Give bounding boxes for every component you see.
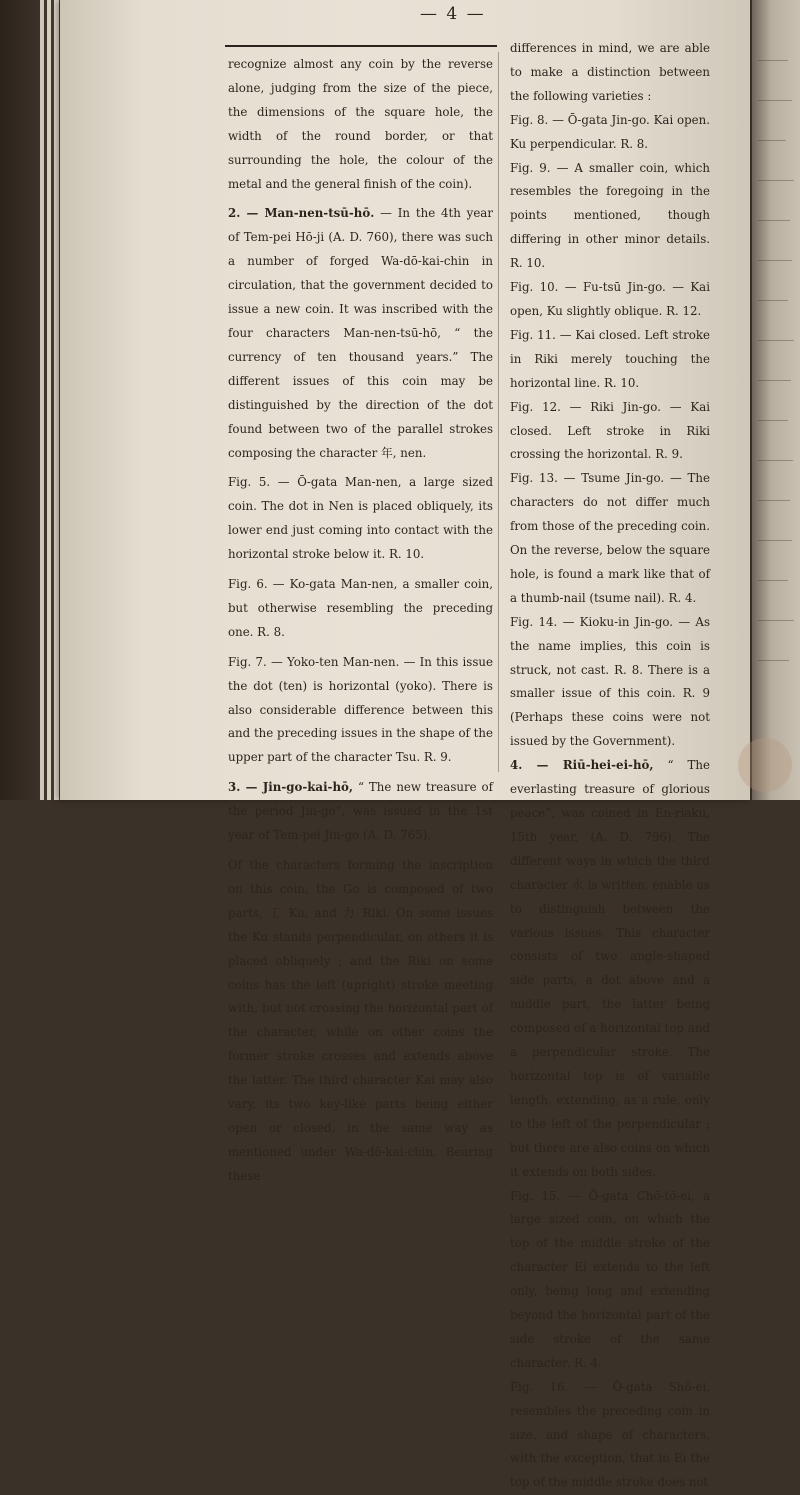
figure-entry: Fig. 15. — Ō-gata Chō-tō-ei, a large sized coin, on which the top of the middle stroke of the character Ei extends to the left only, being long and extending beyond the horizontal part of the side stroke of the same character. R. 4.	[510, 1188, 710, 1370]
paragraph: differences in mind, we are able to make a distinction between the following varieties :	[510, 41, 710, 103]
figure-entry: Fig. 12. — Riki Jin-go. — Kai closed. Left stroke in Riki crossing the horizontal. R. 9.	[510, 399, 710, 462]
background	[0, 0, 60, 800]
page-edge	[40, 0, 44, 800]
section-2	[228, 202, 493, 465]
column-divider	[498, 52, 499, 772]
figure-entry: Fig. 6. — Ko-gata Man-nen, a smaller coin, but otherwise resembling the preceding one. R. 8.	[228, 577, 493, 639]
section-3	[228, 776, 493, 848]
section-text: — In the 4th year of Tem-pei Hō-ji (A. D. 760), there was such a number of forged Wa-dō-kai-chin in circulation, that the government decided to issue a new coin. It was inscribed with the four characters Man-nen-tsū-hō, “ the currency of ten thousand years.” The different issues of this coin may be distinguished by the direction of the dot found between two of the parallel strokes composing the character 年, nen.	[228, 206, 493, 460]
page-edge	[54, 0, 59, 800]
page-edge	[47, 0, 51, 800]
seal-watermark	[738, 738, 792, 792]
figure-entry: Fig. 10. — Fu-tsū Jin-go. — Kai open, Ku slightly oblique. R. 12.	[510, 280, 710, 318]
right-column	[510, 37, 710, 1495]
section-heading: 2. — Man-nen-tsū-hō.	[228, 206, 375, 221]
left-column	[228, 53, 493, 1189]
adjacent-page	[752, 0, 800, 800]
section-text: “ The everlasting treasure of glorious peace”, was coined in En-riaku, 15th year, (A. D. 796). The different ways in which the third character 永 is written, enable us to distinguish between the various issues. This character consists of two angle-shaped side parts, a dot above and a middle part, the latter being composed of a horizontal top and a perpendicular stroke. The horizontal top is of variable length, extending, as a rule, only to the left of the perpendicular ; but there are also coins on which it extends on both sides.	[510, 758, 710, 1179]
figure-entry: Fig. 14. — Kioku-in Jin-go. — As the name implies, this coin is struck, not cast. R. 8. There is a smaller issue of this coin. R. 9 (Perhaps these coins were not issued by the Government).	[510, 614, 710, 749]
paragraph: Of the characters forming the inscription on this coin, the Go is composed of two parts, 工 Ku, and 力 Riki. On some issues the Ku stands perpendicular, on others it is placed obliquely ; and the Riki on some coins has the left (upright) stroke meeting with, but not crossing the horizontal part of the character, while on other coins the former stroke crosses and extends above the latter. The third character Kai may also vary, its two key-like parts being either open or closed, in the same way as mentioned under Wa-dō-kai-chin. Bearing these	[228, 858, 493, 1183]
header-rule	[225, 45, 497, 47]
figure-entry: Fig. 8. — Ō-gata Jin-go. Kai open. Ku perpendicular. R. 8.	[510, 112, 710, 151]
section-heading: 3. — Jin-go-kai-hō,	[228, 780, 354, 795]
figure-entry: Fig. 11. — Kai closed. Left stroke in Riki merely touching the horizontal line. R. 10.	[510, 327, 710, 390]
section-4	[510, 754, 710, 1184]
page-number: — 4 —	[420, 4, 486, 24]
figure-entry: Fig. 13. — Tsume Jin-go. — The characters do not differ much from those of the preceding coin. On the reverse, below the square hole, is found a mark like that of a thumb-nail (tsume nail). R. 4.	[510, 471, 710, 605]
figure-entry: Fig. 16. — Ō-gata Shō-ei, resembles the preceding coin in size, and shape of characters, with the exception, that in Ei the top of the middle stroke does not	[510, 1379, 710, 1490]
figure-entry: Fig. 5. — Ō-gata Man-nen, a large sized coin. The dot in Nen is placed obliquely, its lower end just coming into contact with the horizontal stroke below it. R. 10.	[228, 475, 493, 562]
section-text: “ The new treasure of the period Jin-go”, was issued in the 1st year of Tem-pei Jin-go (A. D. 765).	[228, 780, 494, 843]
paragraph: recognize almost any coin by the reverse alone, judging from the size of the piece, the dimensions of the square hole, the width of the round border, or that surrounding the hole, the colour of the metal and the general finish of the coin).	[228, 57, 493, 191]
figure-entry: Fig. 7. — Yoko-ten Man-nen. — In this issue the dot (ten) is horizontal (yoko). There is also considerable difference between this and the preceding issues in the shape of the upper part of the character Tsu. R. 9.	[228, 654, 493, 765]
figure-entry: Fig. 9. — A smaller coin, which resembles the foregoing in the points mentioned, though differing in other minor details. R. 10.	[510, 160, 710, 271]
section-heading: 4. — Riū-hei-ei-hō,	[510, 758, 654, 773]
